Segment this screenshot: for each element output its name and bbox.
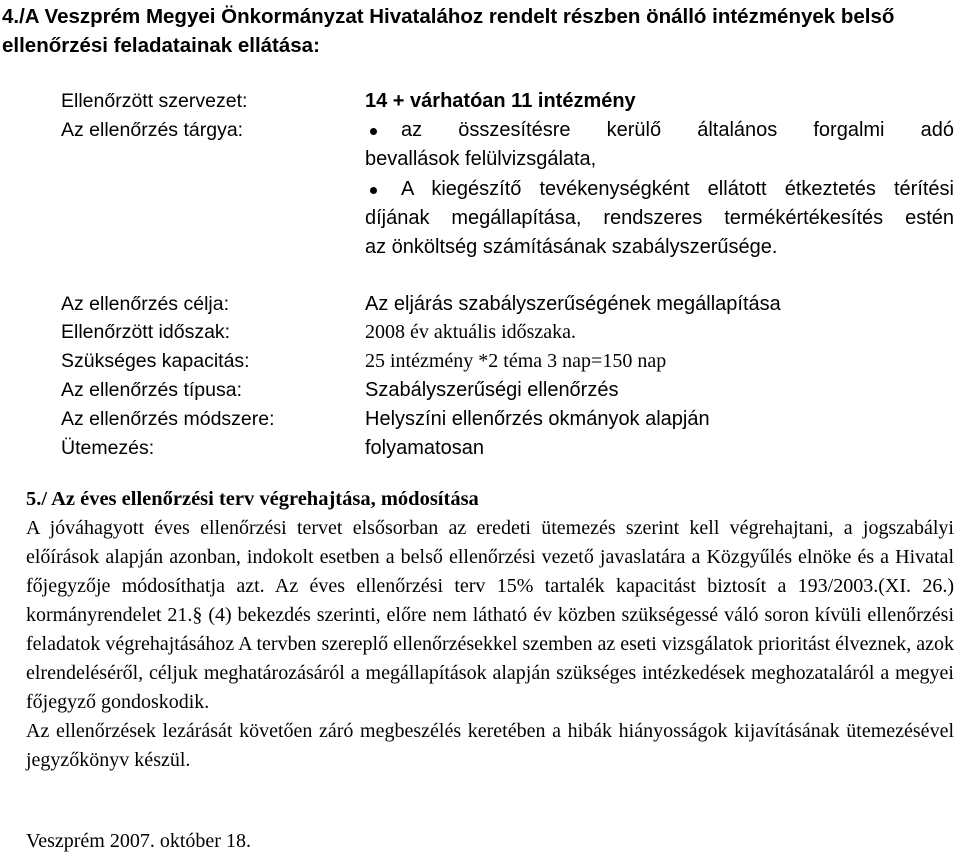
field-value: Szabályszerűségi ellenőrzés (365, 379, 619, 401)
bullet-text: az összesítésre kerülő általános forgalmi adó (401, 119, 954, 141)
bullet-icon (370, 128, 377, 135)
field-row-audit-method (0, 405, 960, 434)
field-label: Az ellenőrzés módszere: (61, 408, 275, 430)
field-label: Az ellenőrzés típusa: (61, 379, 243, 401)
subject-bullet-item (365, 116, 954, 174)
field-row-audited-period (0, 318, 960, 347)
field-value: 2008 év aktuális időszaka. (365, 321, 577, 343)
bullet-icon (370, 187, 377, 194)
field-label: Ellenőrzött szervezet: (61, 90, 248, 112)
bullet-text: A kiegészítő tevékenységként ellátott étkeztetés térítési (401, 178, 954, 200)
field-value: 25 intézmény *2 téma 3 nap=150 nap (365, 350, 667, 372)
field-row-audit-type (0, 376, 960, 405)
field-label: Ellenőrzött időszak: (61, 321, 231, 343)
field-label: Az ellenőrzés célja: (61, 293, 229, 315)
field-value: 14 + várhatóan 11 intézmény (365, 90, 636, 112)
field-label: Az ellenőrzés tárgya: (61, 119, 244, 141)
field-value: folyamatosan (365, 437, 484, 459)
bullet-line (365, 204, 954, 233)
field-row-required-capacity (0, 347, 960, 376)
bullet-line (365, 145, 954, 174)
bullet-text: díjának megállapítása, rendszeres termékértékesítés estén (365, 207, 954, 229)
signoff-date: Veszprém 2007. október 18. (26, 830, 251, 852)
bullet-line (365, 116, 954, 145)
field-value: Az eljárás szabályszerűségének megállapítása (365, 293, 781, 315)
bullet-line (365, 175, 954, 204)
section-5-title: 5./ Az éves ellenőrzési terv végrehajtása, módosítása (26, 488, 479, 510)
section-5-body (26, 514, 954, 775)
subject-bullet-item (365, 175, 954, 262)
section-4-title: 4./A Veszprém Megyei Önkormányzat Hivatalához rendelt részben önálló intézmények belső ellenőrzési feladatainak ellátása: (2, 5, 895, 57)
bullet-text: bevallások felülvizsgálata, (365, 148, 597, 170)
field-value: Helyszíni ellenőrzés okmányok alapján (365, 408, 710, 430)
paragraph: Az ellenőrzések lezárását követően záró megbeszélés keretében a hibák hiányosságok kijavításának ütemezésével jegyzőkönyv készül. (26, 720, 954, 771)
field-label: Ütemezés: (61, 437, 155, 459)
bullet-line (365, 233, 954, 262)
bullet-text: az önköltség számításának szabályszerűsége. (365, 236, 778, 258)
field-row-audit-goal (0, 290, 960, 319)
field-label: Szükséges kapacitás: (61, 350, 250, 372)
field-row-schedule (0, 434, 960, 463)
field-row-audited-org (0, 87, 960, 116)
paragraph: A jóváhagyott éves ellenőrzési tervet elsősorban az eredeti ütemezés szerint kell végrehajtani, a jogszabályi előírások alapján azonban, indokolt esetben a belső ellenőrzési vezető javaslatára a Közgyűlés elnöke és a Hivatal főjegyzője módosíthatja azt. Az éves ellenőrzési terv 15% tartalék kapacitást biztosít a 193/2003.(XI. 26.) kormányrendelet 21.§ (4) bekezdés szerinti, előre nem látható év közben szükségessé váló soron kívüli ellenőrzési feladatok végrehajtásához A tervben szereplő ellenőrzésekkel szemben az eseti vizsgálatok prioritást élveznek, azok elrendeléséről, céljuk meghatározásáról a megállapítások alapján szükséges intézkedések meghozataláról a megyei főjegyző gondoskodik. (26, 517, 954, 713)
